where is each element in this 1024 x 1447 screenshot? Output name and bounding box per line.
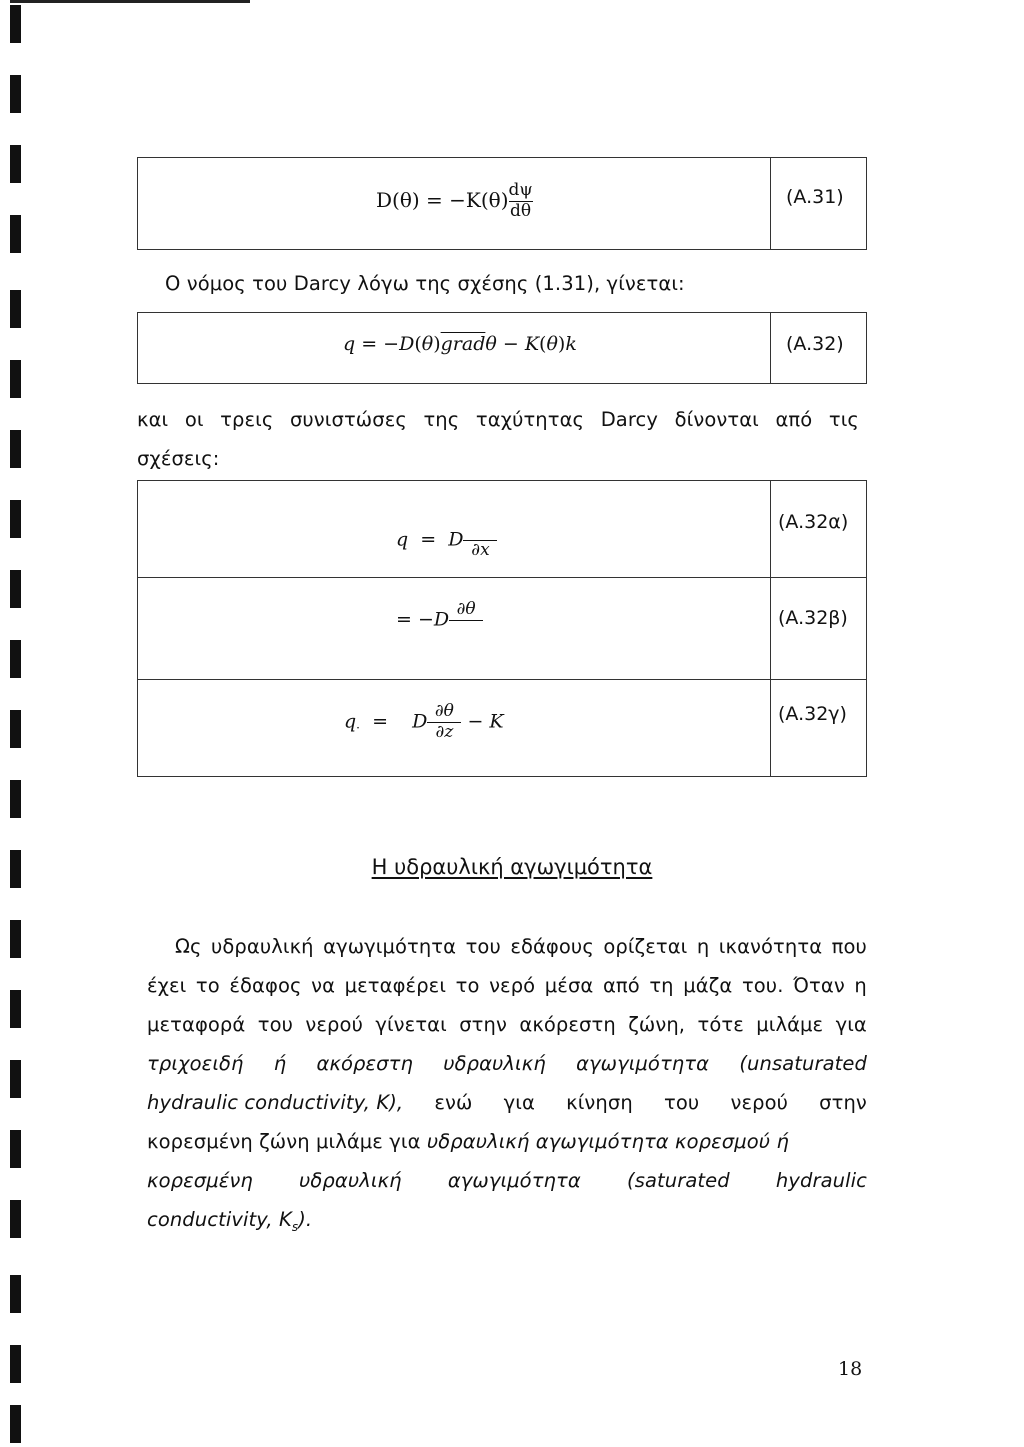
binding-mark bbox=[10, 1345, 21, 1383]
binding-marks bbox=[10, 0, 22, 1447]
paragraph-line-7: κορεσμένη υδραυλική αγωγιμότητα (saturated hydraulic bbox=[147, 1169, 867, 1192]
equation-label-a32a: (A.32α) bbox=[778, 511, 849, 533]
paragraph-line-6: κορεσμένη ζώνη μιλάμε για υδραυλική αγωγιμότητα κορεσμού ή bbox=[147, 1130, 789, 1153]
page-number: 18 bbox=[838, 1358, 863, 1380]
binding-mark bbox=[10, 75, 21, 113]
binding-mark bbox=[10, 710, 21, 748]
binding-mark bbox=[10, 145, 21, 183]
binding-mark bbox=[10, 500, 21, 538]
components-text-line2: σχέσεις: bbox=[137, 447, 220, 470]
components-text-line1: και οι τρεις συνιστώσες της ταχύτητας Darcy δίνονται από τις bbox=[137, 408, 859, 431]
section-heading: Η υδραυλική αγωγιμότητα bbox=[371, 855, 653, 879]
equation-label-a32b: (A.32β) bbox=[778, 607, 848, 629]
binding-mark bbox=[10, 780, 21, 818]
paragraph-line-2: έχει το έδαφος να μεταφέρει το νερό μέσα από τη μάζα του. Όταν η bbox=[147, 974, 867, 997]
binding-mark bbox=[10, 1200, 21, 1238]
binding-mark bbox=[10, 1060, 21, 1098]
equation-box-a31 bbox=[137, 157, 867, 250]
paragraph-line-8: conductivity, $K_s$). bbox=[147, 1208, 313, 1234]
equation-box-a32abc bbox=[137, 480, 867, 777]
scan-edge-line bbox=[10, 0, 250, 3]
binding-mark bbox=[10, 430, 21, 468]
binding-mark bbox=[10, 290, 21, 328]
binding-mark bbox=[10, 1405, 21, 1443]
equation-label-a31: (A.31) bbox=[786, 186, 844, 208]
binding-mark bbox=[10, 990, 21, 1028]
equation-label-a32: (A.32) bbox=[786, 333, 844, 355]
binding-mark bbox=[10, 640, 21, 678]
equation-a32a: q = D ∂x bbox=[396, 521, 497, 560]
binding-mark bbox=[10, 920, 21, 958]
paragraph-line-1: Ως υδραυλική αγωγιμότητα του εδάφους ορίζεται η ικανότητα που bbox=[175, 935, 867, 958]
binding-mark bbox=[10, 215, 21, 253]
equation-a32: q = −D(θ)gradθ − K(θ)k bbox=[343, 333, 577, 355]
equation-a32g: $q_\cdot$ = D $\frac{\partial\theta}{\partial z}$ − K bbox=[344, 701, 504, 742]
equation-a32b: = −D ∂θ bbox=[396, 601, 483, 640]
binding-mark bbox=[10, 570, 21, 608]
darcy-intro-text: Ο νόμος του Darcy λόγω της σχέσης (1.31), γίνεται: bbox=[165, 272, 685, 295]
binding-mark bbox=[10, 1275, 21, 1313]
paragraph-line-4: τριχοειδή ή ακόρεστη υδραυλική αγωγιμότητα (unsaturated bbox=[147, 1052, 867, 1075]
binding-mark bbox=[10, 360, 21, 398]
equation-label-a32g: (A.32γ) bbox=[778, 703, 847, 725]
paragraph-line-3: μεταφορά του νερού γίνεται στην ακόρεστη ζώνη, τότε μιλάμε για bbox=[147, 1013, 867, 1036]
binding-mark bbox=[10, 1130, 21, 1168]
equation-a31: D(θ) = −K(θ) $\frac{d\psi}{d\theta}$ bbox=[376, 180, 533, 221]
binding-mark bbox=[10, 5, 21, 43]
paragraph-line-5: hydraulic conductivity, K), ενώ για κίνηση του νερού στην bbox=[147, 1091, 867, 1114]
equation-box-a32 bbox=[137, 312, 867, 384]
